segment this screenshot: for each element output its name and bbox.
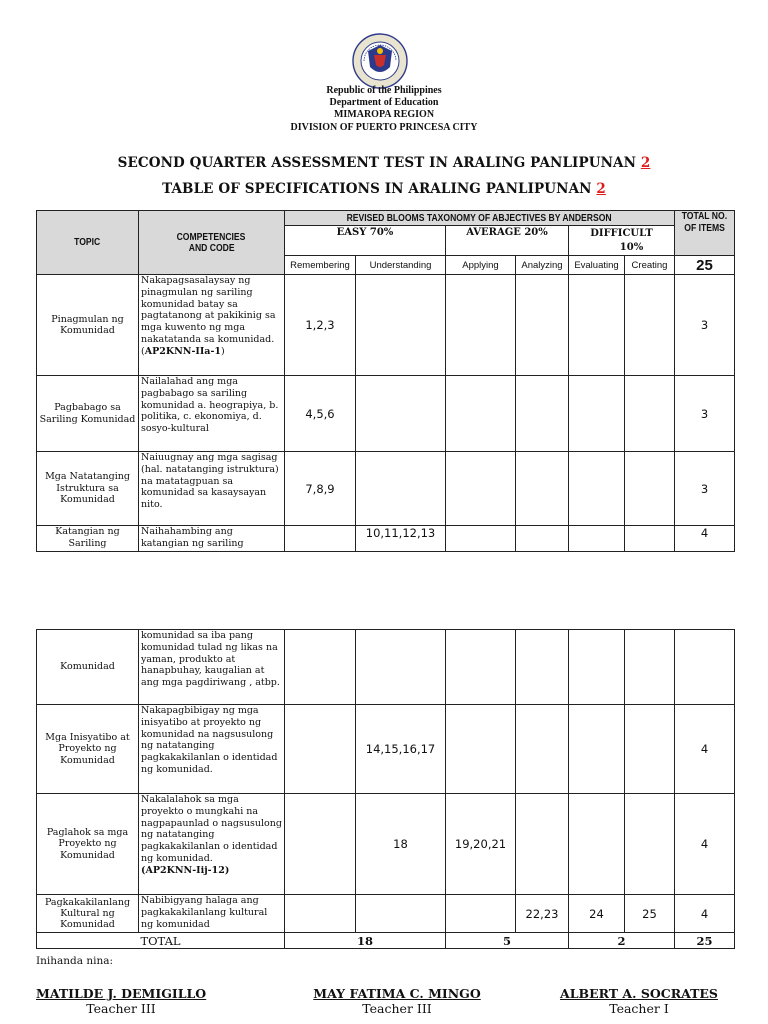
header-division: DIVISION OF PUERTO PRINCESA CITY [290,122,478,133]
row-total: 4 [675,705,735,794]
competencies-header: COMPETENCIES AND CODE [139,211,285,275]
signatory-3 [554,986,724,1016]
row-total: 4 [675,794,735,895]
understanding-header: Understanding [356,256,446,275]
row-total: 3 [675,275,735,376]
remembering-header: Remembering [285,256,356,275]
header-republic: Republic of the Philippines [326,85,442,96]
signatory-name: MAY FATIMA C. MINGO [313,986,481,1001]
row-analyzing: 22,23 [516,895,569,933]
row-total: 3 [675,452,735,526]
table-row [37,794,735,895]
totals-row [37,933,735,949]
row-topic: Mga Natatanging Istruktura sa Komunidad [37,452,139,526]
row-competency: Nailalahad ang mga pagbabago sa sariling komunidad a. heograpiya, b. politika, c. ekonomiya, d. sosyo-kultural [139,376,285,452]
header-region: MIMAROPA REGION [333,109,435,120]
total-items-value: 25 [675,256,735,275]
signatory-2 [312,986,482,1016]
prepared-by-label: Inihanda nina: [36,955,114,967]
row-competency: Naihahambing ang katangian ng sariling [139,526,285,552]
deped-seal-icon [352,33,408,89]
table-row [37,630,735,705]
row-applying: 19,20,21 [446,794,516,895]
table-row [37,275,735,376]
row-topic: Pagkakakilanlang Kultural ng Komunidad [37,895,139,933]
row-topic: Pinagmulan ng Komunidad [37,275,139,376]
row-topic: Katangian ng Sariling [37,526,139,552]
total-items-header: TOTAL NO. OF ITEMS [675,211,735,256]
easy-level: EASY 70% [285,226,446,256]
row-total: 4 [675,526,735,552]
row-understanding: 14,15,16,17 [356,705,446,794]
row-remembering: 4,5,6 [285,376,356,452]
creating-header: Creating [625,256,675,275]
row-competency: komunidad sa iba pang komunidad tulad ng likas na yaman, produkto at hanapbuhay, kaugalian at ang mga pagdiriwang , atbp. [139,630,285,705]
row-topic: Paglahok sa mga Proyekto ng Komunidad [37,794,139,895]
assessment-title: SECOND QUARTER ASSESSMENT TEST IN ARALING PANLIPUNAN 2 [117,155,651,171]
row-creating: 25 [625,895,675,933]
totals-all: 25 [675,933,735,949]
totals-label: TOTAL [37,933,285,949]
signatory-position: Teacher III [362,1001,432,1016]
signatory-1 [36,986,206,1016]
row-remembering: 1,2,3 [285,275,356,376]
row-understanding: 10,11,12,13 [356,526,446,552]
signatory-name: ALBERT A. SOCRATES [560,986,718,1001]
row-topic: Pagbabago sa Sariling Komunidad [37,376,139,452]
row-competency: Naiuugnay ang mga sagisag (hal. natatanging istruktura) na matatagpuan sa komunidad sa kasaysayan nito. [139,452,285,526]
difficult-level: DIFFICULT 10% [569,226,675,256]
row-topic: Komunidad [37,630,139,705]
row-remembering: 7,8,9 [285,452,356,526]
totals-average: 5 [446,933,569,949]
row-evaluating: 24 [569,895,625,933]
table-row [37,376,735,452]
evaluating-header: Evaluating [569,256,625,275]
table-row [37,895,735,933]
applying-header: Applying [446,256,516,275]
taxonomy-header: REVISED BLOOMS TAXONOMY OF ABJECTIVES BY ANDERSON [285,211,675,226]
analyzing-header: Analyzing [516,256,569,275]
signatory-position: Teacher III [86,1001,156,1016]
signatory-position: Teacher I [609,1001,669,1016]
totals-easy: 18 [285,933,446,949]
tos-table-page2 [36,629,735,949]
row-competency: Nakapagsasalaysay ng pinagmulan ng sariling komunidad batay sa pagtatanong at pakikinig sa mga kuwento ng mga nakatatanda sa komunidad. (AP2KNN-IIa-1) [139,275,285,376]
row-competency: Nakapagbibigay ng mga inisyatibo at proyekto ng komunidad na nagsusulong ng natatanging pagkakakilanlan o identidad ng komunidad. [139,705,285,794]
table-row [37,705,735,794]
table-row [37,526,735,552]
totals-difficult: 2 [569,933,675,949]
row-understanding: 18 [356,794,446,895]
row-topic: Mga Inisyatibo at Proyekto ng Komunidad [37,705,139,794]
tos-title: TABLE OF SPECIFICATIONS IN ARALING PANLIPUNAN 2 [162,181,606,197]
average-level: AVERAGE 20% [446,226,569,256]
table-row [37,452,735,526]
signatory-name: MATILDE J. DEMIGILLO [36,986,207,1001]
row-competency: Nabibigyang halaga ang pagkakakilanlang kultural ng komunidad [139,895,285,933]
row-competency: Nakalalahok sa mga proyekto o mungkahi na nagpapaunlad o nagsusulong ng natatanging pagkakakilanlan o identidad ng komunidad. (AP2KNN-Iij-12) [139,794,285,895]
tos-table-page1 [36,210,735,552]
row-total: 3 [675,376,735,452]
topic-header: TOPIC [37,211,139,275]
header-department: Department of Education [329,97,439,108]
row-total: 4 [675,895,735,933]
